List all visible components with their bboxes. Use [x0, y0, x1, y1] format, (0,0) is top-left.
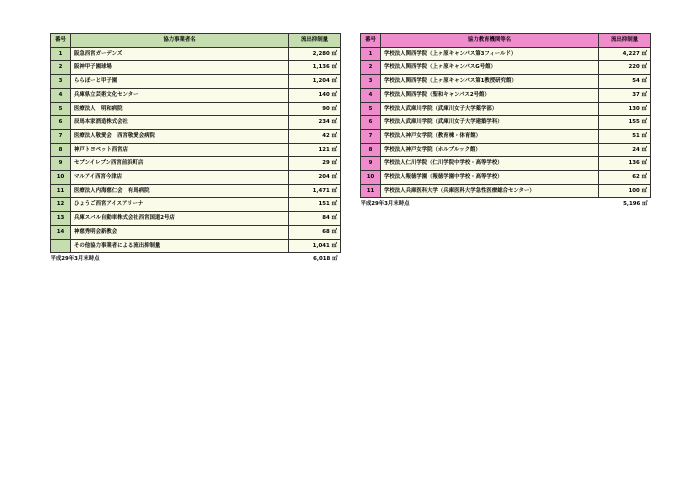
row-name: 医療法人内海慈仁会 有馬病院: [71, 184, 289, 198]
table-row: [51, 129, 341, 143]
as-of-date: 平成29年3月末時点: [50, 256, 100, 263]
table-row: [51, 61, 341, 75]
table-row: [361, 171, 651, 185]
row-name: 阪急西宮ガーデンズ: [71, 47, 289, 61]
row-name: マルアイ西宮今津店: [71, 171, 289, 185]
table-row: [51, 184, 341, 198]
row-number: 5: [361, 102, 381, 116]
row-amount: 136 ㎥: [599, 157, 651, 171]
row-name: ひょうご西宮アイスアリーナ: [71, 198, 289, 212]
table-row: [51, 239, 341, 253]
row-number: 9: [361, 157, 381, 171]
row-amount: 2,280 ㎥: [289, 47, 341, 61]
footer-row: [51, 253, 341, 266]
row-amount: 54 ㎥: [599, 75, 651, 89]
row-number: 2: [361, 61, 381, 75]
table-row: [51, 198, 341, 212]
row-amount: 37 ㎥: [599, 88, 651, 102]
row-name: 学校法人関西学院（上ヶ原キャンパス第3フィールド）: [381, 47, 599, 61]
row-amount: 204 ㎥: [289, 171, 341, 185]
row-name: 学校法人関西学院（上ヶ原キャンパス第1教授研究館）: [381, 75, 599, 89]
table-row: [51, 116, 341, 130]
row-amount: 84 ㎥: [289, 212, 341, 226]
row-number: 10: [361, 171, 381, 185]
row-number: 1: [51, 47, 71, 61]
header-row: [51, 34, 341, 48]
row-name: 神慈秀明会新教会: [71, 225, 289, 239]
header-no: 番号: [51, 34, 71, 48]
row-name: 医療法人敬愛会 西宮敬愛会病院: [71, 129, 289, 143]
table-row: [361, 47, 651, 61]
table-row: [361, 102, 651, 116]
row-name: 学校法人関西学院（聖和キャンパス2号館）: [381, 88, 599, 102]
table-row: [51, 171, 341, 185]
row-amount: 121 ㎥: [289, 143, 341, 157]
row-number: 9: [51, 157, 71, 171]
table-row: [361, 143, 651, 157]
row-number: 8: [361, 143, 381, 157]
row-amount: 155 ㎥: [599, 116, 651, 130]
table-row: [361, 129, 651, 143]
table-row: [51, 225, 341, 239]
row-number: 10: [51, 171, 71, 185]
row-number: 4: [361, 88, 381, 102]
footer-row: [361, 198, 651, 211]
row-name: 辰馬本家酒造株式会社: [71, 116, 289, 130]
row-number: 3: [51, 75, 71, 89]
row-number: 13: [51, 212, 71, 226]
row-amount: 24 ㎥: [599, 143, 651, 157]
row-name: 兵庫県立芸術文化センター: [71, 88, 289, 102]
row-number: 3: [361, 75, 381, 89]
as-of-date: 平成29年3月末時点: [360, 201, 410, 208]
row-name: 学校法人報徳学園（報徳学園中学校・高等学校）: [381, 171, 599, 185]
table-row: [51, 88, 341, 102]
right-table: [360, 33, 651, 211]
total-amount: 5,196 ㎥: [623, 201, 648, 208]
row-amount: 42 ㎥: [289, 129, 341, 143]
header-no: 番号: [361, 34, 381, 48]
header-amount: 流出抑制量: [599, 34, 651, 48]
table-row: [51, 157, 341, 171]
row-number: 4: [51, 88, 71, 102]
row-amount: 1,136 ㎥: [289, 61, 341, 75]
row-name: 医療法人 明和病院: [71, 102, 289, 116]
table-row: [361, 61, 651, 75]
header-row: [361, 34, 651, 48]
row-name: 学校法人神戸女学院（ホルブルック館）: [381, 143, 599, 157]
row-amount: 4,227 ㎥: [599, 47, 651, 61]
row-name: セブンイレブン西宮前浜町店: [71, 157, 289, 171]
row-number: [51, 239, 71, 253]
row-number: 7: [51, 129, 71, 143]
total-amount: 6,018 ㎥: [313, 256, 338, 263]
row-amount: 68 ㎥: [289, 225, 341, 239]
row-number: 14: [51, 225, 71, 239]
row-amount: 151 ㎥: [289, 198, 341, 212]
row-name: 神戸トヨペット西宮店: [71, 143, 289, 157]
row-amount: 100 ㎥: [599, 184, 651, 198]
table-row: [51, 212, 341, 226]
row-number: 7: [361, 129, 381, 143]
row-name: その他協力事業者による流出抑制量: [71, 239, 289, 253]
row-number: 11: [361, 184, 381, 198]
row-amount: 62 ㎥: [599, 171, 651, 185]
row-amount: 234 ㎥: [289, 116, 341, 130]
row-amount: 220 ㎥: [599, 61, 651, 75]
row-name: 学校法人関西学院（上ヶ原キャンパスG号館）: [381, 61, 599, 75]
left-table: [50, 33, 341, 266]
row-name: 学校法人武庫川学院（武庫川女子大学薬学部）: [381, 102, 599, 116]
table-row: [361, 157, 651, 171]
row-number: 11: [51, 184, 71, 198]
table-row: [51, 102, 341, 116]
row-amount: 1,471 ㎥: [289, 184, 341, 198]
header-name: 協力事業者名: [71, 34, 289, 48]
table-row: [361, 88, 651, 102]
table-row: [361, 116, 651, 130]
row-amount: 130 ㎥: [599, 102, 651, 116]
row-amount: 1,041 ㎥: [289, 239, 341, 253]
row-name: 学校法人兵庫医科大学（兵庫医科大学急性医療総合センター）: [381, 184, 599, 198]
row-number: 6: [361, 116, 381, 130]
row-name: 学校法人神戸女学院（教育棟・体育館）: [381, 129, 599, 143]
table-row: [51, 47, 341, 61]
row-name: 阪神甲子園球場: [71, 61, 289, 75]
table-row: [361, 75, 651, 89]
row-name: ららぽーと甲子園: [71, 75, 289, 89]
header-amount: 流出抑制量: [289, 34, 341, 48]
row-number: 6: [51, 116, 71, 130]
row-name: 学校法人武庫川学院（武庫川女子大学建築学科）: [381, 116, 599, 130]
row-number: 5: [51, 102, 71, 116]
row-amount: 51 ㎥: [599, 129, 651, 143]
row-amount: 140 ㎥: [289, 88, 341, 102]
row-number: 2: [51, 61, 71, 75]
table-row: [361, 184, 651, 198]
row-name: 学校法人仁川学院（仁川学院中学校・高等学校）: [381, 157, 599, 171]
header-name: 協力教育機関等名: [381, 34, 599, 48]
row-number: 12: [51, 198, 71, 212]
row-amount: 90 ㎥: [289, 102, 341, 116]
row-name: 兵庫スバル自動車株式会社西宮国道2号店: [71, 212, 289, 226]
table-row: [51, 143, 341, 157]
row-number: 1: [361, 47, 381, 61]
row-number: 8: [51, 143, 71, 157]
row-amount: 29 ㎥: [289, 157, 341, 171]
row-amount: 1,204 ㎥: [289, 75, 341, 89]
table-row: [51, 75, 341, 89]
